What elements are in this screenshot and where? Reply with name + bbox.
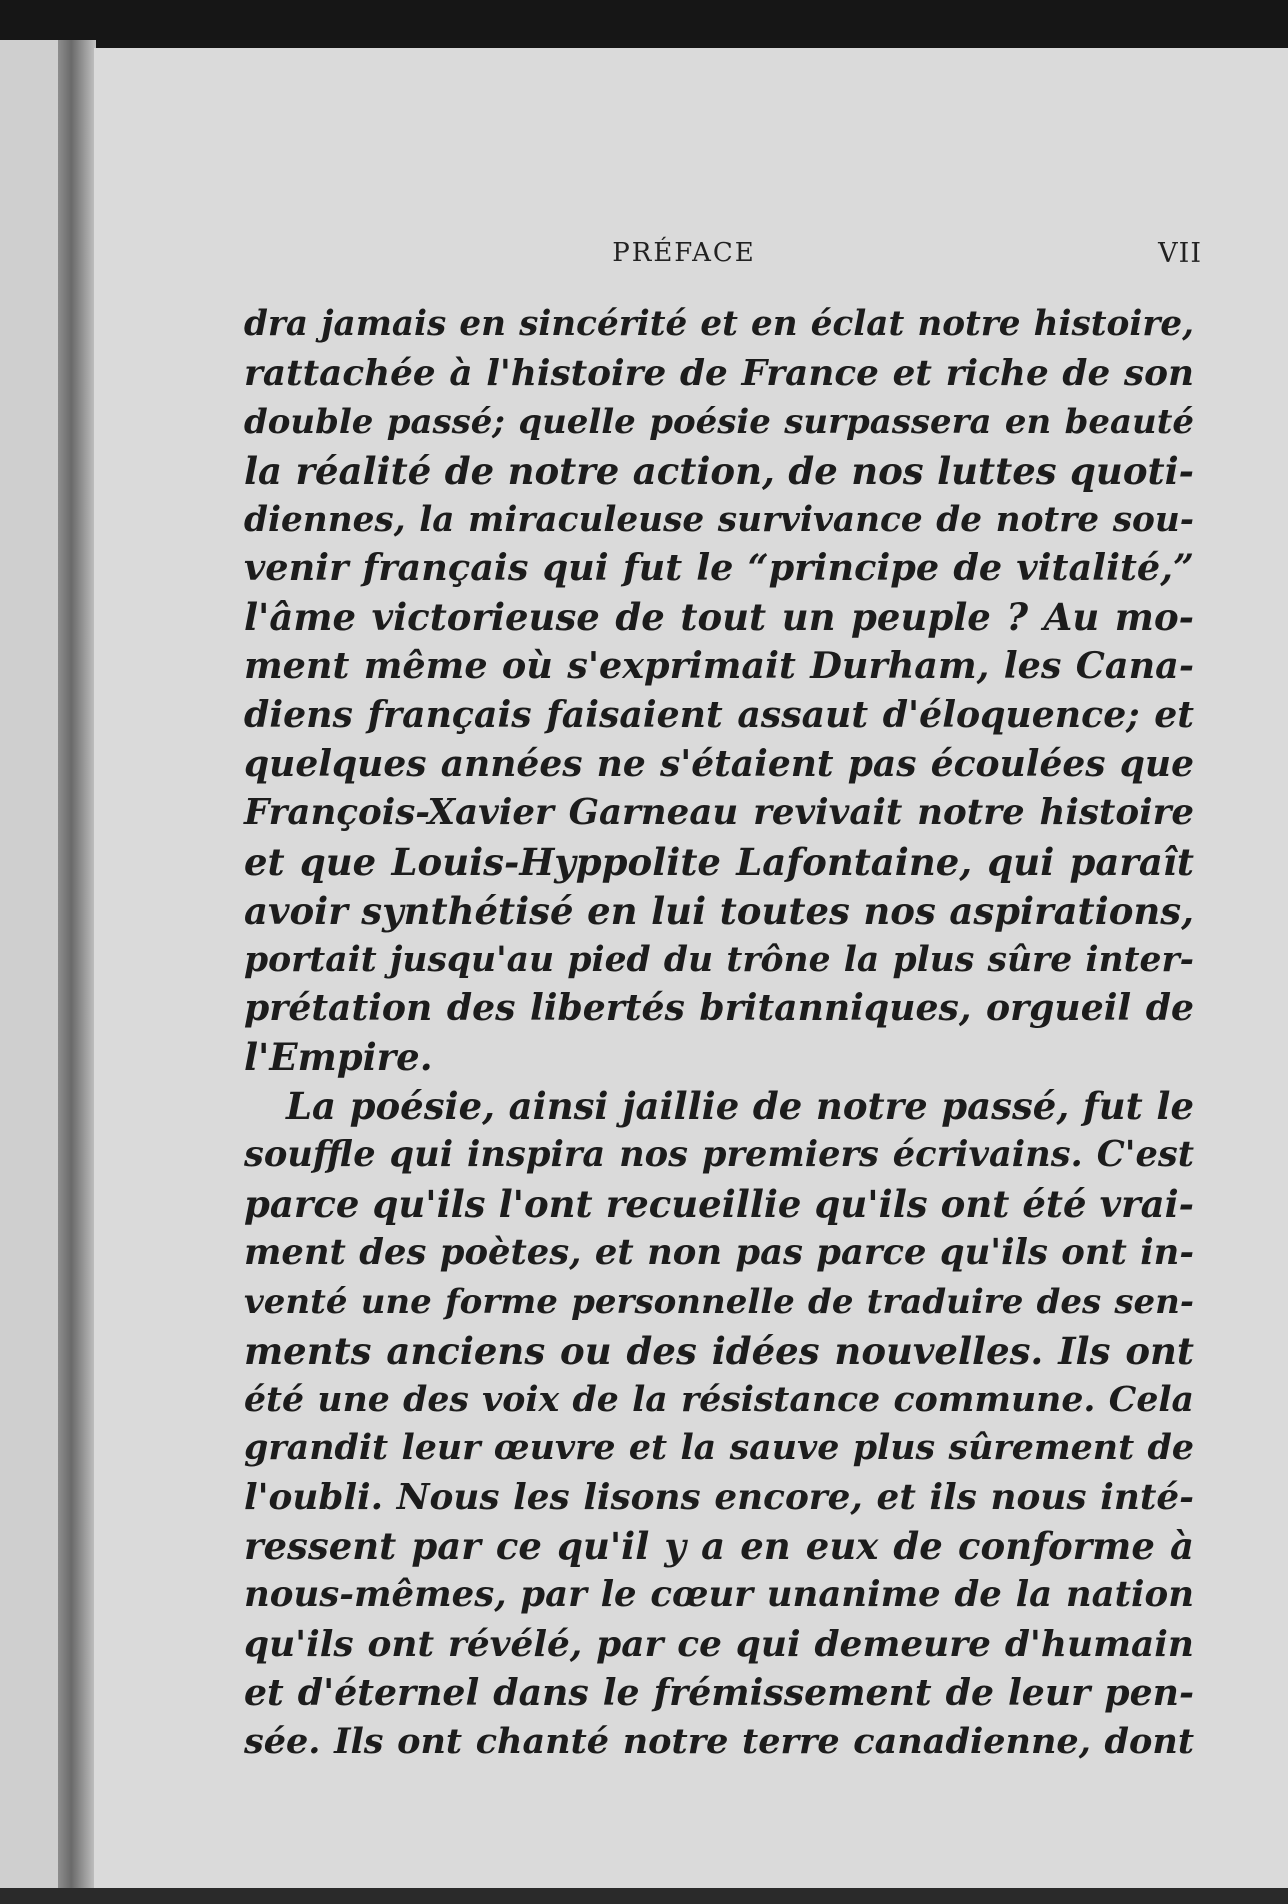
text-line: portait jusqu'au pied du trône la plus sûre inter-: [244, 939, 1194, 980]
text-line: grandit leur œuvre et la sauve plus sûrement de: [244, 1427, 1194, 1469]
text-line: l'oubli. Nous les lisons encore, et ils nous inté-: [244, 1476, 1194, 1519]
text-line: François-Xavier Garneau revivait notre histoire: [244, 791, 1194, 833]
book-gutter: [58, 40, 96, 1904]
text-line: venir français qui fut le “principe de vitalité,”: [244, 546, 1194, 590]
text-line: double passé; quelle poésie surpassera en beauté: [244, 401, 1194, 442]
text-line: quelques années ne s'étaient pas écoulées que: [244, 743, 1194, 786]
text-line: rattachée à l'histoire de France et riche de son: [244, 351, 1194, 394]
text-line: souffle qui inspira nos premiers écrivains. C'est: [244, 1134, 1194, 1176]
text-line: ressent par ce qu'il y a en eux de conforme à: [244, 1524, 1194, 1569]
text-line: ment des poètes, et non pas parce qu'ils ont in-: [244, 1231, 1194, 1273]
text-line: qu'ils ont révélé, par ce qui demeure d'humain: [244, 1623, 1194, 1666]
text-line: été une des voix de la résistance commune. Cela: [244, 1378, 1194, 1420]
text-line: parce qu'ils l'ont recueillie qu'ils ont été vrai-: [244, 1182, 1194, 1227]
page-number: VII: [1158, 238, 1202, 269]
text-line: La poésie, ainsi jaillie de notre passé, fut le: [286, 1084, 1194, 1129]
book-page: [94, 48, 1288, 1904]
text-line: la réalité de notre action, de nos luttes quoti-: [244, 448, 1194, 493]
text-line: sée. Ils ont chanté notre terre canadienne, dont: [244, 1720, 1194, 1762]
text-line: ment même où s'exprimait Durham, les Cana-: [244, 644, 1194, 688]
running-head: PRÉFACE: [612, 238, 756, 268]
text-line: ments anciens ou des idées nouvelles. Ils ont: [244, 1328, 1194, 1373]
text-line: diens français faisaient assaut d'éloquence; et: [244, 693, 1194, 737]
text-line: et d'éternel dans le frémissement de leur pen-: [244, 1670, 1194, 1714]
text-line: nous-mêmes, par le cœur unanime de la nation: [244, 1574, 1194, 1616]
scan-top-edge: [0, 0, 1288, 48]
text-line: et que Louis-Hyppolite Lafontaine, qui paraît: [244, 839, 1194, 884]
text-line: l'âme victorieuse de tout un peuple ? Au mo-: [244, 595, 1194, 640]
text-line: dra jamais en sincérité et en éclat notre histoire,: [244, 304, 1194, 344]
scan-left-margin: [0, 40, 58, 1904]
text-line: diennes, la miraculeuse survivance de notre sou-: [244, 499, 1194, 540]
page-header: [94, 238, 1288, 278]
paragraph: [244, 1082, 1194, 1766]
text-line: avoir synthétisé en lui toutes nos aspirations,: [244, 888, 1194, 933]
text-line: venté une forme personnelle de traduire des sen-: [244, 1281, 1194, 1322]
text-line: prétation des libertés britanniques, orgueil de: [244, 986, 1194, 1030]
paragraph: [244, 300, 1194, 1082]
scan-bottom-edge: [0, 1888, 1288, 1904]
body-text: [244, 300, 1194, 1767]
text-line: l'Empire.: [244, 1035, 433, 1080]
